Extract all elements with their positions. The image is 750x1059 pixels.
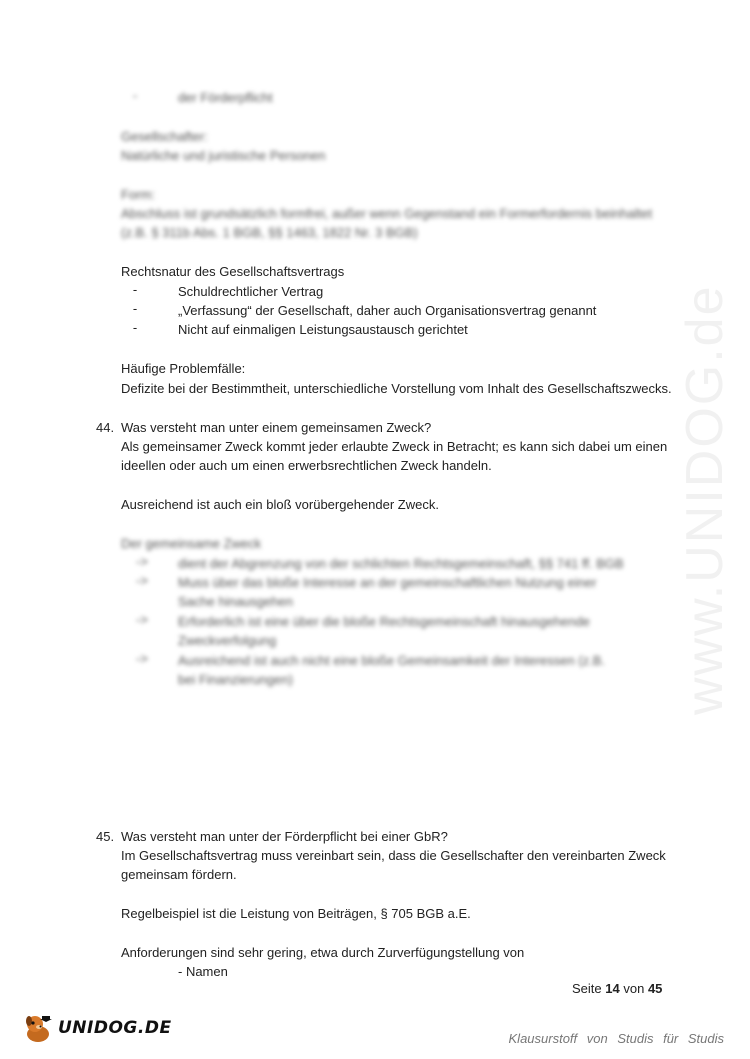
paragraph-line: gemeinsam fördern. xyxy=(121,867,237,882)
paragraph-line: ideellen oder auch um einen erwerbsrechtlichen Zweck handeln. xyxy=(121,458,492,473)
blurred-line: bei Finanzierungen) xyxy=(178,672,293,687)
paragraph-line: Im Gesellschaftsvertrag muss vereinbart sein, dass die Gesellschafter den vereinbarten Zweck xyxy=(121,848,666,863)
page-label: Seite xyxy=(572,981,602,996)
current-page: 14 xyxy=(605,981,620,996)
blurred-line: Sache hinausgehen xyxy=(178,594,293,609)
arrow-bullet: -> xyxy=(136,651,148,666)
blurred-line: dient der Abgrenzung von der schlichten Rechtsgemeinschaft, §§ 741 ff. BGB xyxy=(178,556,624,571)
total-pages: 45 xyxy=(647,981,663,996)
blurred-line: Der gemeinsame Zweck xyxy=(121,536,262,551)
blurred-line: Natürliche und juristische Personen xyxy=(121,148,326,163)
blurred-line: Abschluss ist grundsätzlich formfrei, außer wenn Gegenstand ein Formerfordernis beinhaltet xyxy=(121,206,653,221)
section-heading: Häufige Problemfälle: xyxy=(121,361,246,376)
question-number: 44. xyxy=(96,420,115,435)
page-number xyxy=(572,981,662,996)
question-number: 45. xyxy=(96,829,115,844)
blurred-line: Form: xyxy=(121,187,155,202)
blurred-line: Ausreichend ist auch nicht eine bloße Gemeinsamkeit der Interessen (z.B. xyxy=(178,653,606,668)
unidog-logo xyxy=(22,1012,172,1044)
bullet-dash: - xyxy=(132,301,138,316)
blurred-line: Gesellschafter: xyxy=(121,129,208,144)
arrow-bullet: -> xyxy=(136,554,148,569)
list-item: - Namen xyxy=(178,964,228,979)
paragraph-line: Anforderungen sind sehr gering, etwa durch Zurverfügungstellung von xyxy=(121,945,525,960)
blurred-line: der Förderpflicht xyxy=(178,90,273,105)
bullet-dash: - xyxy=(132,282,138,297)
logo-text: UNIDOG.DE xyxy=(58,1018,172,1038)
paragraph-line: Regelbeispiel ist die Leistung von Beiträgen, § 705 BGB a.E. xyxy=(121,906,471,921)
list-item: „Verfassung“ der Gesellschaft, daher auch Organisationsvertrag genannt xyxy=(178,303,597,318)
paragraph-line: Defizite bei der Bestimmtheit, unterschiedliche Vorstellung vom Inhalt des Gesellschaftszwecks. xyxy=(121,381,672,396)
arrow-bullet: -> xyxy=(136,612,148,627)
paragraph-line: Ausreichend ist auch ein bloß vorübergehender Zweck. xyxy=(121,497,439,512)
dog-mascot-icon xyxy=(22,1012,54,1044)
blurred-line: Muss über das bloße Interesse an der gemeinschaftlichen Nutzung einer xyxy=(178,575,597,590)
section-heading: Rechtsnatur des Gesellschaftsvertrags xyxy=(121,264,345,279)
watermark-text: www.UNIDOG.de xyxy=(676,284,734,716)
list-item: Nicht auf einmaligen Leistungsaustausch gerichtet xyxy=(178,322,468,337)
blurred-line: Erforderlich ist eine über die bloße Rechtsgemeinschaft hinausgehende xyxy=(178,614,590,629)
bullet-dash: - xyxy=(132,88,138,103)
bullet-dash: - xyxy=(132,320,138,335)
arrow-bullet: -> xyxy=(136,573,148,588)
page-of: von xyxy=(623,981,645,996)
list-item: Schuldrechtlicher Vertrag xyxy=(178,284,324,299)
blurred-line: Zweckverfolgung xyxy=(178,633,277,648)
paragraph-line: Als gemeinsamer Zweck kommt jeder erlaubte Zweck in Betracht; es kann sich dabei um einen xyxy=(121,439,668,454)
footer-tagline: Klausurstoff von Studis für Studis xyxy=(508,1031,724,1046)
question-title: Was versteht man unter der Förderpflicht bei einer GbR? xyxy=(121,829,448,844)
question-title: Was versteht man unter einem gemeinsamen Zweck? xyxy=(121,420,432,435)
blurred-line: (z.B. § 311b Abs. 1 BGB, §§ 1463, 1822 Nr. 3 BGB) xyxy=(121,225,418,240)
